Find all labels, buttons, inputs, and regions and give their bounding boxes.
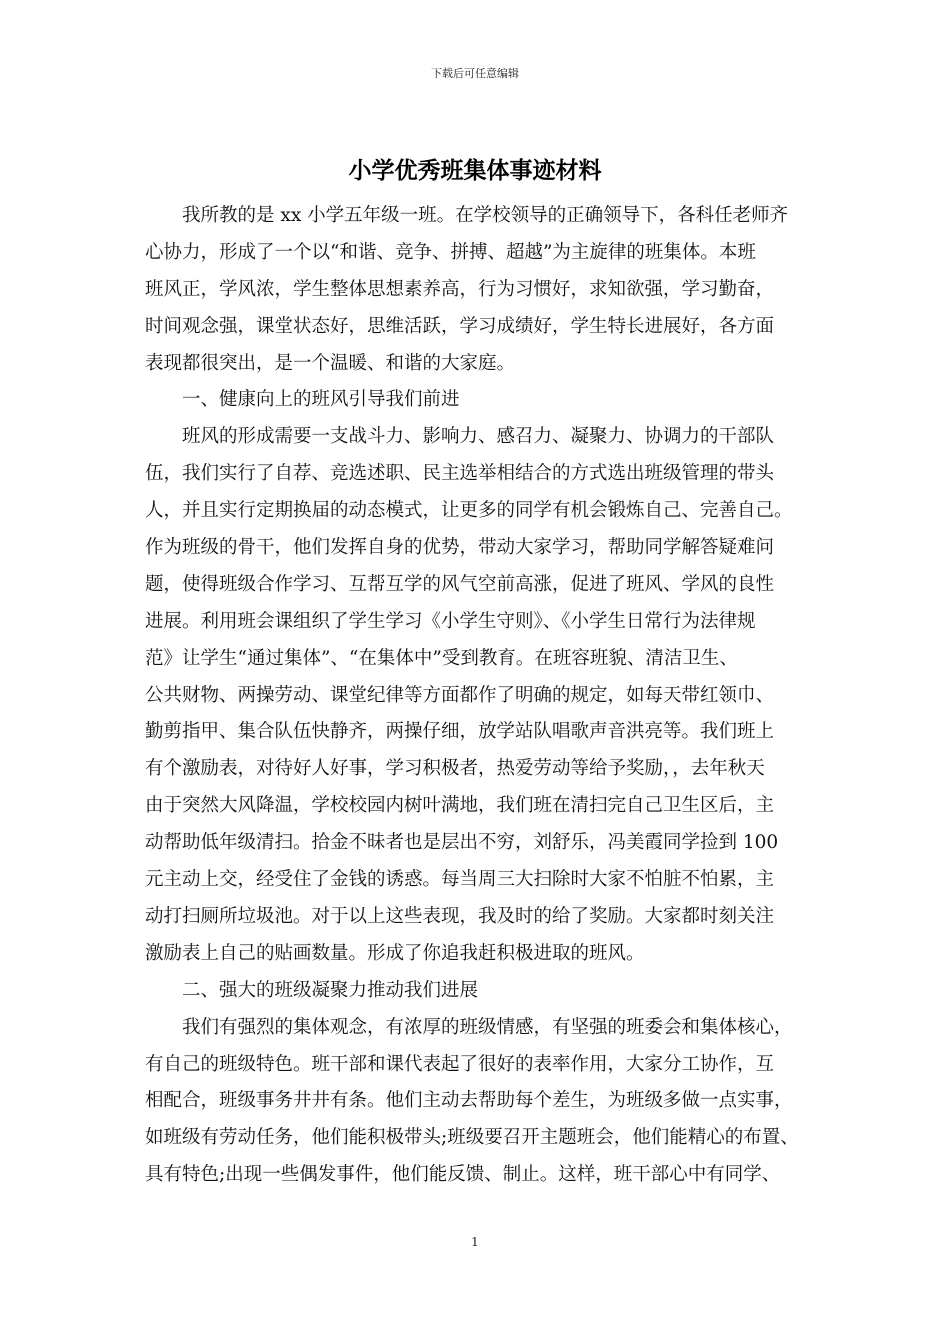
paragraph-line: 具有特色;出现一些偶发事件，他们能反馈、制止。这样，班干部心中有同学、 (145, 1164, 781, 1186)
page-number: 1 (471, 1235, 479, 1249)
document-title: 小学优秀班集体事迹材料 (348, 157, 602, 184)
paragraph-line: 范》让学生“通过集体”、“在集体中”受到教育。在班容班貌、清洁卫生、 (145, 647, 738, 669)
paragraph-line: 公共财物、两操劳动、课堂纪律等方面都作了明确的规定，如每天带红领巾、 (145, 684, 775, 706)
paragraph-line: 时间观念强，课堂状态好，思维活跃，学习成绩好，学生特长进展好，各方面 (145, 315, 775, 337)
paragraph-line: 动帮助低年级清扫。拾金不昧者也是层出不穷，刘舒乐，冯美霞同学捡到 100 (145, 832, 779, 854)
document-body (145, 198, 821, 1194)
paragraph-line: 伍，我们实行了自荐、竞选述职、民主选举相结合的方式选出班级管理的带头 (145, 463, 775, 485)
paragraph-line: 我们有强烈的集体观念，有浓厚的班级情感，有坚强的班委会和集体核心， (182, 1016, 793, 1038)
paragraph-line: 相配合，班级事务井井有条。他们主动去帮助每个差生，为班级多做一点实事， (145, 1090, 793, 1112)
paragraph-line: 作为班级的骨干，他们发挥自身的优势，带动大家学习，帮助同学解答疑难问 (145, 537, 775, 559)
section-heading-2: 二、强大的班级凝聚力推动我们进展 (182, 979, 479, 1001)
paragraph-line: 如班级有劳动任务，他们能积极带头;班级要召开主题班会，他们能精心的布置、 (145, 1127, 799, 1149)
paragraph-line: 班风正，学风浓，学生整体思想素养高，行为习惯好，求知欲强，学习勤奋， (145, 278, 775, 300)
paragraph-line: 元主动上交，经受住了金钱的诱惑。每当周三大扫除时大家不怕脏不怕累，主 (145, 869, 775, 891)
section-heading-1: 一、健康向上的班风引导我们前进 (182, 389, 460, 411)
paragraph-line: 有个激励表，对待好人好事，学习积极者，热爱劳动等给予奖励，，去年秋天 (145, 758, 765, 780)
paragraph-line: 进展。利用班会课组织了学生学习《小学生守则》、《小学生日常行为法律规 (145, 610, 756, 632)
page-header: 下载后可任意编辑 (431, 67, 519, 80)
paragraph-line: 表现都很突出，是一个温暖、和谐的大家庭。 (145, 352, 516, 374)
paragraph-line: 人，并且实行定期换届的动态模式，让更多的同学有机会锻炼自己、完善自己。 (145, 500, 793, 522)
paragraph-line: 勤剪指甲、集合队伍快静齐，两操仔细，放学站队唱歌声音洪亮等。我们班上 (145, 721, 775, 743)
paragraph-line: 有自己的班级特色。班干部和课代表起了很好的表率作用，大家分工协作，互 (145, 1053, 775, 1075)
paragraph-line: 由于突然大风降温，学校校园内树叶满地，我们班在清扫完自己卫生区后，主 (145, 795, 775, 817)
paragraph-line: 动打扫厕所垃圾池。对于以上这些表现，我及时的给了奖励。大家都时刻关注 (145, 905, 775, 927)
intro-paragraph (145, 198, 821, 382)
paragraph-line: 我所教的是 xx 小学五年级一班。在学校领导的正确领导下，各科任老师齐 (182, 205, 789, 226)
paragraph-line: 题，使得班级合作学习、互帮互学的风气空前高涨，促进了班风、学风的良性 (145, 573, 775, 595)
paragraph-line: 班风的形成需要一支战斗力、影响力、感召力、凝聚力、协调力的干部队 (182, 426, 775, 448)
section-2-paragraph (145, 1010, 821, 1194)
paragraph-line: 心协力，形成了一个以“和谐、竞争、拼搏、超越”为主旋律的班集体。本班 (145, 241, 756, 263)
paragraph-line: 激励表上自己的贴画数量。形成了你追我赶积极进取的班风。 (145, 942, 645, 964)
section-1-paragraph (145, 419, 821, 972)
